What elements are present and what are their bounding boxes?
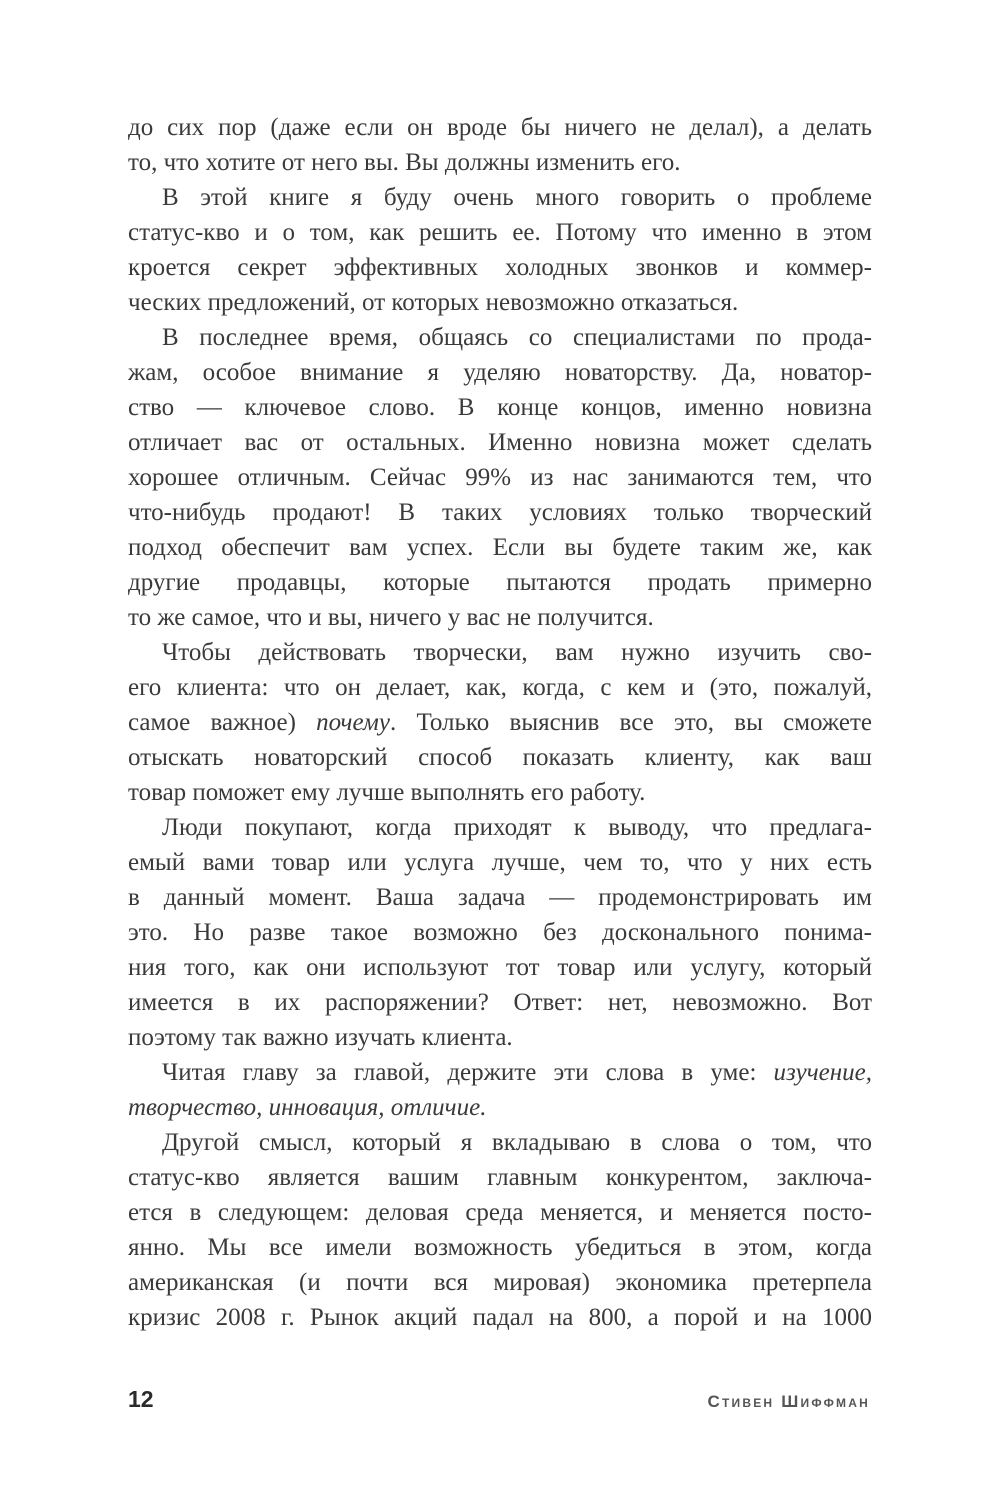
text-line: [128, 1230, 872, 1265]
page-number: 12: [128, 1386, 154, 1412]
text-line: [128, 1265, 872, 1300]
text-line: [128, 740, 872, 775]
text-segment: статус-кво является вашим главным конкурентом, заключа-: [128, 1164, 872, 1191]
text-segment: Другой смысл, который я вкладываю в слова о том, что: [162, 1129, 872, 1156]
text-line: [128, 985, 872, 1020]
text-line: [128, 635, 872, 670]
text-segment: В последнее время, общаясь со специалистами по прода-: [162, 324, 872, 351]
text-line: [128, 110, 872, 145]
text-line: [128, 215, 872, 250]
text-segment: кроется секрет эффективных холодных звонков и коммер-: [128, 254, 872, 281]
text-segment: янно. Мы все имели возможность убедиться в этом, когда: [128, 1234, 872, 1261]
text-segment: ется в следующем: деловая среда меняется, и меняется посто-: [128, 1199, 872, 1226]
text-segment: самое важное): [128, 709, 317, 736]
text-segment: до сих пор (даже если он вроде бы ничего не делал), а делать: [128, 114, 872, 141]
text-segment: другие продавцы, которые пытаются продать примерно: [128, 569, 872, 596]
text-segment: товар поможет ему лучше выполнять его работу.: [128, 779, 646, 806]
text-segment: жам, особое внимание я уделяю новаторству. Да, новатор-: [128, 359, 872, 386]
text-line: [128, 1195, 872, 1230]
text-segment: отличает вас от остальных. Именно новизна может сделать: [128, 429, 872, 456]
paragraph: [128, 1125, 872, 1335]
text-line: [128, 530, 872, 565]
text-segment: поэтому так важно изучать клиента.: [128, 1024, 513, 1051]
text-line: [128, 425, 872, 460]
text-segment: ство — ключевое слово. В конце концов, именно новизна: [128, 394, 872, 421]
text-segment: его клиента: что он делает, как, когда, с кем и (это, пожалуй,: [128, 674, 872, 701]
text-segment: ния того, как они используют тот товар или услугу, который: [128, 954, 872, 981]
text-line: [128, 1300, 872, 1335]
text-line: [128, 775, 872, 810]
text-line: [128, 670, 872, 705]
text-line: [128, 180, 872, 215]
text-line: [128, 810, 872, 845]
text-segment: то же самое, что и вы, ничего у вас не получится.: [128, 604, 654, 631]
text-segment: Люди покупают, когда приходят к выводу, что предлага-: [162, 814, 872, 841]
text-segment: В этой книге я буду очень много говорить о проблеме: [162, 184, 872, 211]
text-segment: . Только выяснив все это, вы сможете: [389, 709, 872, 736]
text-line: [128, 880, 872, 915]
text-segment: что-нибудь продают! В таких условиях только творческий: [128, 499, 872, 526]
text-line: [128, 950, 872, 985]
text-line: [128, 845, 872, 880]
text-segment: отыскать новаторский способ показать клиенту, как ваш: [128, 744, 872, 771]
italic-text-segment: почему: [316, 709, 390, 736]
text-line: [128, 285, 872, 320]
text-line: [128, 1160, 872, 1195]
paragraph: [128, 180, 872, 320]
text-segment: американская (и почти вся мировая) экономика претерпела: [128, 1269, 872, 1296]
text-line: [128, 1125, 872, 1160]
text-line: [128, 145, 872, 180]
text-line: [128, 565, 872, 600]
running-title-author: Стивен Шиффман: [707, 1392, 870, 1411]
paragraph: [128, 110, 872, 180]
text-line: [128, 705, 872, 740]
italic-text-segment: изучение,: [773, 1059, 872, 1086]
text-segment: хорошее отличным. Сейчас 99% из нас занимаются тем, что: [128, 464, 872, 491]
text-line: [128, 600, 872, 635]
text-line: [128, 495, 872, 530]
paragraph: [128, 810, 872, 1055]
text-line: [128, 355, 872, 390]
text-segment: емый вами товар или услуга лучше, чем то, что у них есть: [128, 849, 872, 876]
page-footer: [128, 1386, 870, 1413]
text-line: [128, 915, 872, 950]
italic-text-segment: творчество, инновация, отличие.: [128, 1094, 487, 1121]
paragraph: [128, 635, 872, 810]
text-segment: ческих предложений, от которых невозможно отказаться.: [128, 289, 739, 316]
text-segment: кризис 2008 г. Рынок акций падал на 800, а порой и на 1000: [128, 1304, 872, 1331]
text-segment: Читая главу за главой, держите эти слова в уме:: [162, 1059, 774, 1086]
text-line: [128, 1020, 872, 1055]
text-segment: это. Но разве такое возможно без досконального понима-: [128, 919, 872, 946]
text-line: [128, 250, 872, 285]
text-body: [128, 110, 872, 1335]
paragraph: [128, 1055, 872, 1125]
paragraph: [128, 320, 872, 635]
text-segment: в данный момент. Ваша задача — продемонстрировать им: [128, 884, 872, 911]
text-line: [128, 320, 872, 355]
text-line: [128, 1090, 872, 1125]
text-segment: Чтобы действовать творчески, вам нужно изучить сво-: [162, 639, 872, 666]
text-segment: имеется в их распоряжении? Ответ: нет, невозможно. Вот: [128, 989, 872, 1016]
text-segment: статус-кво и о том, как решить ее. Потому что именно в этом: [128, 219, 872, 246]
text-segment: то, что хотите от него вы. Вы должны изменить его.: [128, 149, 681, 176]
text-line: [128, 1055, 872, 1090]
text-segment: подход обеспечит вам успех. Если вы будете таким же, как: [128, 534, 872, 561]
text-line: [128, 390, 872, 425]
text-line: [128, 460, 872, 495]
